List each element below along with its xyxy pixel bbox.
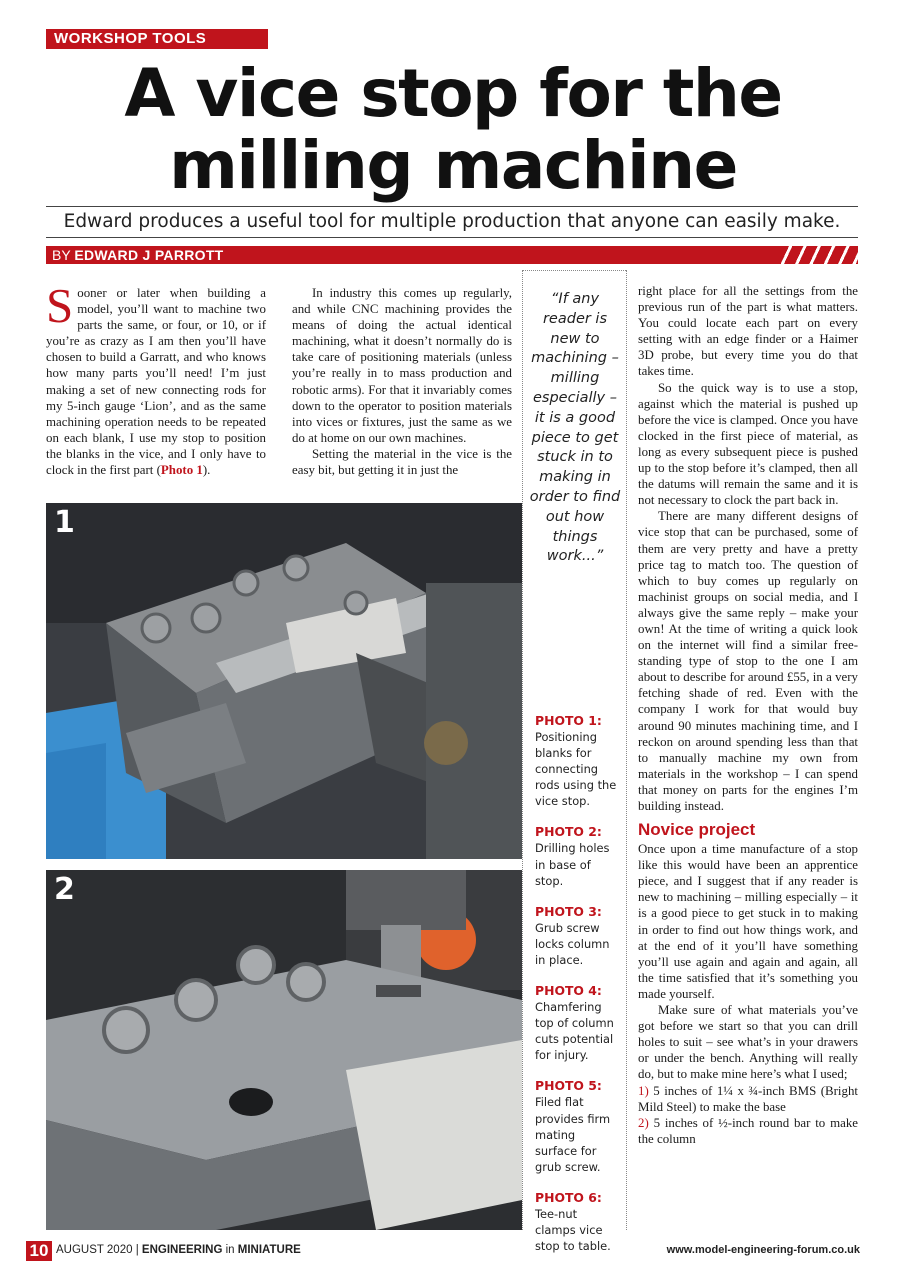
page-footer (26, 1241, 860, 1263)
column-2 (292, 285, 512, 478)
col1-paragraph-1 (46, 278, 266, 478)
photo-captions (535, 712, 619, 1268)
col4-paragraph-2: So the quick way is to use a stop, against which the material is pushed up before the vice is clamped. Once you have clocked in the first piece of material, as long as every subsequent piece is pushed up to the stop before it’s clamped, then all the datums will remain the same and it is not necessary to clock the part back in. (638, 380, 858, 508)
materials-item-2 (638, 1115, 858, 1147)
col4-paragraph-1: right place for all the settings from the previous run of the part is what matters. You could locate each part on every setting with an edge finder or a Haimer 3D probe, but every time you do that takes time. (638, 284, 858, 379)
col1-text-end: ). (202, 463, 211, 478)
col1-text: ooner or later when building a model, you’ll want to machine two parts the same, or four, or 10, or if you’re as crazy as I am then you’ll have chosen to build a Garratt, and who knows how many parts you’ll need! I’m just making a set of new connecting rods for my 5-inch gauge ‘Lion’, and as the same machining operation needs to be repeated on each blank, I use my stop to position the blanks in the vice, and I only have to clock in the first part ( (46, 286, 266, 478)
title-line-2: milling machine (169, 127, 737, 204)
list-text: 5 inches of ½-inch round bar to make the column (638, 1115, 858, 1146)
caption-text: Tee-nut clamps vice stop to table. (535, 1206, 611, 1254)
deck-rule-bottom (46, 237, 858, 238)
caption-photo-3 (535, 903, 619, 968)
byline-author: EDWARD J PARROTT (74, 247, 224, 263)
col4-paragraph-4: Once upon a time manufacture of a stop like this would have been an apprentice piece, and I suggest that if any reader is new to machining – milling especially – it is a good piece to get stuck in to making in order to find out how things work, and at the end of it you’ll have something you’ll use again and again and again, all the time satisfied that it’s something you made yourself. (638, 842, 858, 1001)
article-title (40, 55, 866, 204)
byline-stripes (778, 246, 858, 264)
caption-text: Filed flat provides firm mating surface for grub screw. (535, 1095, 611, 1174)
footer-url: www.model-engineering-forum.co.uk (666, 1244, 860, 1256)
column-4 (638, 283, 858, 1147)
caption-photo-1 (535, 712, 619, 809)
caption-label: PHOTO 5: (535, 1078, 602, 1094)
list-number: 2) (638, 1115, 649, 1130)
subhead-novice-project: Novice project (638, 820, 756, 840)
byline-prefix: BY (52, 247, 71, 263)
materials-item-1 (638, 1083, 858, 1115)
caption-photo-5 (535, 1077, 619, 1174)
photo-2 (46, 870, 522, 1230)
section-rule (46, 48, 268, 49)
col4-paragraph-5: Make sure of what materials you’ve got before we start so that you can drill holes to suit – see what’s in your drawers or under the bench. Anything will really do, but to make mine here’s what I used; (638, 1003, 858, 1082)
pull-quote: “If any reader is new to machining – milling especially – it is a good piece to get stuck in to making in order to find out how things work...” (529, 291, 621, 565)
footer-issue (56, 1244, 301, 1256)
caption-photo-4 (535, 982, 619, 1063)
footer-sep: | (135, 1244, 139, 1256)
list-number: 1) (638, 1083, 649, 1098)
caption-text: Drilling holes in base of stop. (535, 841, 610, 888)
photo-2-number: 2 (54, 872, 75, 907)
photo-1-number: 1 (54, 505, 75, 540)
photo-1-image (46, 503, 522, 859)
byline (46, 246, 858, 264)
caption-label: PHOTO 2: (535, 824, 602, 840)
caption-text: Positioning blanks for connecting rods using the vice stop. (535, 730, 617, 809)
divider-left (522, 270, 523, 1230)
column-1 (46, 278, 266, 478)
drop-cap: S (46, 278, 74, 333)
footer-magazine-a: ENGINEERING (141, 1244, 223, 1256)
col2-paragraph-1: In industry this comes up regularly, and while CNC machining provides the means of doing the actual identical machining, what it doesn’t normally do is take care of positioning materials (unless you’re really in to mass production and robotic arms). For that it invariably comes down to the operator to position materials into vices or fixtures, just the same as we do at home on our own machines. (292, 286, 512, 445)
page-number: 10 (26, 1241, 52, 1261)
list-text: 5 inches of 1¼ x ¾-inch BMS (Bright Mild Steel) to make the base (638, 1083, 858, 1114)
divider-right (626, 270, 627, 1230)
footer-date: AUGUST 2020 (56, 1244, 133, 1256)
title-line-1: A vice stop for the (124, 55, 782, 132)
photo-1-reference: Photo 1 (160, 463, 203, 478)
caption-label: PHOTO 6: (535, 1189, 602, 1205)
divider-pullquote-top (522, 270, 626, 271)
caption-label: PHOTO 3: (535, 903, 602, 919)
footer-magazine-b: in (225, 1244, 235, 1256)
caption-text: Chamfering top of column cuts potential for injury. (535, 1000, 614, 1063)
caption-text: Grub screw locks column in place. (535, 920, 610, 967)
photo-1 (46, 503, 522, 859)
section-tag: WORKSHOP TOOLS (46, 29, 268, 48)
caption-label: PHOTO 4: (535, 983, 602, 999)
photo-2-image (46, 870, 522, 1230)
col4-paragraph-3: There are many different designs of vice stop that can be purchased, some of them are very pretty and have a pretty price tag to match too. The question of which to buy comes up regularly on machinist groups on social media, and I always give the same reply – make your own! At the time of writing a quick look on the internet will find a similar free-standing type of stop to the one I am about to describe for around £55, in a very fetching shade of red. Even with the company I work for that would buy around 90 minutes machining time, and I reckon on around spending less than that to manually machine my own from materials in the workshop – I can spend that money on parts for the engines I’m building instead. (638, 509, 858, 813)
footer-magazine-c: MINIATURE (237, 1244, 301, 1256)
col2-paragraph-2: Setting the material in the vice is the easy bit, but getting it in just the (292, 446, 512, 478)
standfirst: Edward produces a useful tool for multiple production that anyone can easily make. (63, 211, 841, 232)
caption-photo-2 (535, 823, 619, 888)
caption-label: PHOTO 1: (535, 713, 602, 728)
